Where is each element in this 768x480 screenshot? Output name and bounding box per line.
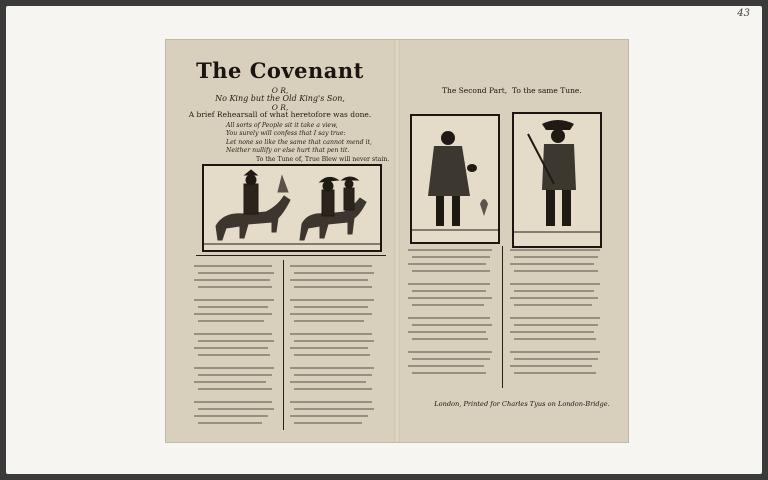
illegible-text-block <box>406 246 498 386</box>
left-page <box>166 40 394 442</box>
verse-line: Neither nullify or else hurt that pen tit. <box>226 147 350 155</box>
mounting-board <box>6 6 762 474</box>
tune-heading: To the same Tune. <box>512 86 582 95</box>
ballad-text-column-1 <box>192 262 280 432</box>
gentleman-portrait-woodcut <box>410 114 500 244</box>
right-page <box>402 40 628 442</box>
verse-line: You surely will confess that I say true: <box>226 130 346 138</box>
cavalier-figure <box>514 114 600 246</box>
verse-line: All sorts of People sit it take a view, <box>226 122 338 129</box>
second-part-heading: The Second Part, <box>442 86 508 95</box>
folio-number: 43 <box>737 8 750 19</box>
cavalier-portrait-woodcut <box>512 112 602 248</box>
or-line-2: O R, <box>271 103 289 112</box>
or-line-1: O R, <box>271 86 289 95</box>
printer-imprint: London, Printed for Charles Tyus on London-Bridge. <box>434 400 610 408</box>
procession-woodcut <box>202 164 382 252</box>
illegible-text-block <box>508 246 608 386</box>
illegible-text-block <box>288 262 380 432</box>
tune-line: To the Tune of, True Blew will never stain. <box>256 156 390 163</box>
intro-verse <box>226 122 396 156</box>
ballad-text-column-4 <box>508 246 608 386</box>
illegible-text-block <box>192 262 280 432</box>
ballad-subtitle: No King but the Old King's Son, <box>215 94 345 103</box>
ballad-subtitle-2: A brief Rehearsall of what heretofore was done. <box>188 110 372 119</box>
ballad-title: The Covenant <box>196 58 364 83</box>
procession-illustration <box>204 166 380 250</box>
separator-rule <box>196 255 386 256</box>
verse-line: Let none so like the same that cannot mend it, <box>226 138 373 146</box>
gentleman-figure <box>412 116 498 242</box>
column-rule <box>283 260 284 430</box>
broadside-sheet <box>166 40 628 442</box>
ballad-text-column-3 <box>406 246 498 386</box>
column-rule <box>502 246 503 388</box>
ballad-text-column-2 <box>288 262 380 432</box>
centre-fold <box>394 40 400 442</box>
